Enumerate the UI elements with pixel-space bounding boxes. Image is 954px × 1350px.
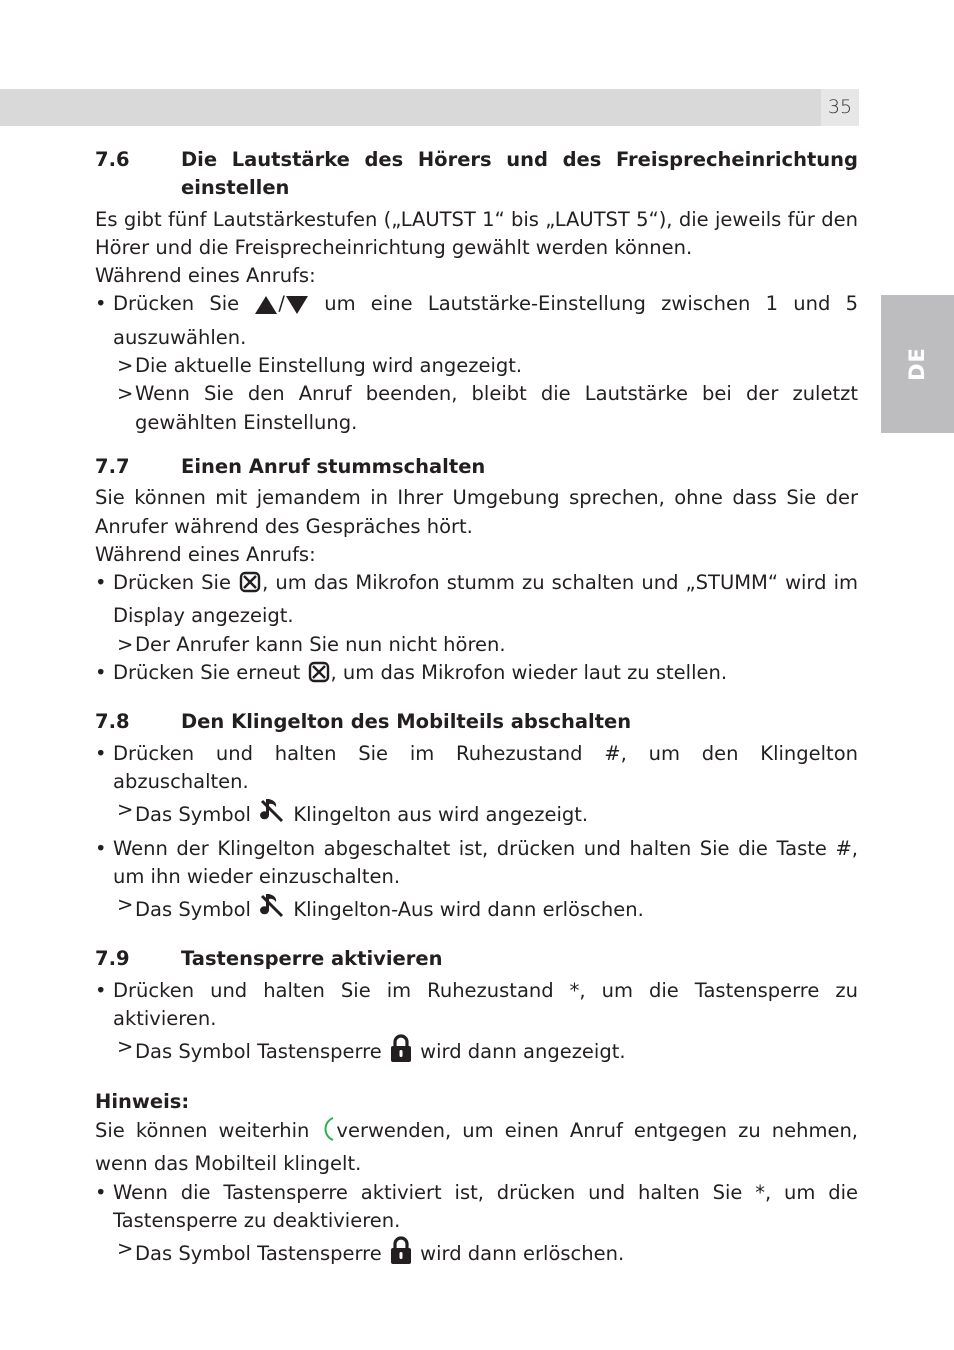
bullet-mark: • — [95, 836, 107, 860]
text: Der Anrufer kann Sie nun nicht hören. — [135, 632, 506, 656]
text: Das Symbol Tastensperre — [135, 1040, 388, 1064]
result-mark: > — [117, 893, 134, 917]
text: Klingelton aus wird angezeigt. — [287, 803, 589, 827]
text: Drücken Sie — [113, 571, 239, 595]
page-content — [95, 146, 858, 1273]
text: wird dann erlöschen. — [413, 1242, 625, 1266]
result-item — [95, 1033, 858, 1071]
result-mark: > — [117, 354, 134, 378]
result-item — [95, 380, 858, 437]
section-heading-7-6 — [95, 146, 858, 203]
result-item — [95, 352, 858, 380]
bullet-mark: • — [95, 1180, 107, 1204]
bullet-item — [95, 569, 858, 631]
paragraph: Es gibt fünf Lautstärkestufen („LAUTST 1“ bis „LAUTST 5“), die jeweils für den Hörer und die Freisprecheinrichtung gewählt werden können. — [95, 207, 858, 259]
bullet-item — [95, 659, 858, 692]
section-number: 7.9 — [95, 947, 130, 971]
down-arrow-icon — [285, 295, 309, 323]
result-item — [95, 631, 858, 659]
text: , um das Mikrofon wieder laut zu stellen. — [330, 661, 728, 685]
up-arrow-icon — [254, 295, 278, 323]
text: Sie können weiterhin — [95, 1118, 321, 1142]
ringer-off-icon — [257, 891, 287, 929]
header-bar — [0, 89, 821, 126]
text: Drücken Sie erneut — [113, 661, 307, 685]
section-number: 7.6 — [95, 148, 130, 171]
language-tab-label: DE — [905, 347, 929, 381]
text: , um das Mikrofon stumm zu schalten und „STUMM“ wird im Display angezeigt. — [113, 571, 858, 628]
section-heading-7-9 — [95, 945, 858, 973]
note-heading — [95, 1088, 858, 1116]
keylock-icon — [388, 1033, 414, 1071]
result-mark: > — [117, 798, 134, 822]
note-title: Hinweis: — [95, 1089, 190, 1113]
paragraph: Sie können mit jemandem in Ihrer Umgebung sprechen, ohne dass Sie der Anrufer während des Gespräches hört. — [95, 486, 858, 538]
text: Das Symbol — [135, 803, 258, 827]
bullet-item — [95, 290, 858, 352]
bullet-mark: • — [95, 978, 107, 1002]
text: Wenn Sie den Anruf beenden, bleibt die Lautstärke bei der zuletzt gewählten Einstellung. — [135, 382, 858, 434]
text: Drücken und halten Sie im Ruhezustand *, um die Tastensperre zu aktivieren. — [113, 978, 858, 1031]
language-tab — [881, 295, 954, 433]
text: wird dann angezeigt. — [413, 1040, 626, 1064]
result-mark: > — [117, 1237, 134, 1261]
section-number: 7.8 — [95, 710, 130, 734]
section-title: Die Lautstärke des Hörers und des Freisprecheinrichtung einstellen — [181, 148, 858, 200]
text: Drücken Sie — [113, 292, 255, 316]
paragraph: Während eines Anrufs: — [95, 542, 316, 566]
bullet-mark: • — [95, 661, 107, 685]
section-title: Einen Anruf stummschalten — [181, 454, 486, 478]
text: Das Symbol — [135, 898, 258, 922]
bullet-item — [95, 977, 858, 1034]
result-mark: > — [117, 382, 134, 406]
section-title: Tastensperre aktivieren — [181, 947, 443, 971]
result-mark: > — [117, 1035, 134, 1059]
text: Wenn der Klingelton abgeschaltet ist, drücken und halten Sie die Taste #, um ihn wieder einzuschalten. — [113, 836, 858, 888]
result-item — [95, 796, 858, 834]
bullet-item — [95, 835, 858, 892]
section-heading-7-8 — [95, 708, 858, 736]
text: / — [278, 292, 285, 316]
text: Drücken und halten Sie im Ruhezustand #, um den Klingelton abzuschalten. — [113, 741, 858, 793]
bullet-item — [95, 740, 858, 797]
mute-icon — [307, 660, 331, 692]
text: Die aktuelle Einstellung wird angezeigt. — [135, 354, 523, 378]
result-item — [95, 891, 858, 929]
text: Wenn die Tastensperre aktiviert ist, drücken und halten Sie *, um die Tastensperre zu deaktivieren. — [113, 1180, 858, 1232]
text: verwenden, um einen Anruf entgegen zu nehmen, wenn das Mobilteil klingelt. — [95, 1118, 859, 1176]
mute-icon — [238, 570, 262, 602]
ringer-off-icon — [257, 796, 287, 834]
text: Klingelton-Aus wird dann erlöschen. — [287, 898, 644, 922]
result-item — [95, 1235, 858, 1273]
section-title: Den Klingelton des Mobilteils abschalten — [181, 710, 632, 734]
paragraph: Während eines Anrufs: — [95, 264, 316, 288]
talk-icon — [320, 1116, 336, 1150]
bullet-mark: • — [95, 292, 107, 316]
section-heading-7-7 — [95, 453, 858, 481]
bullet-item — [95, 1179, 858, 1236]
result-mark: > — [117, 632, 134, 656]
bullet-mark: • — [95, 571, 107, 595]
text: um eine Lautstärke-Einstellung zwischen 1 und 5 auszuwählen. — [113, 292, 859, 349]
page-number: 35 — [821, 89, 859, 126]
paragraph — [95, 1116, 858, 1179]
bullet-mark: • — [95, 741, 107, 765]
text: Das Symbol Tastensperre — [135, 1242, 388, 1266]
section-number: 7.7 — [95, 454, 130, 478]
keylock-icon — [388, 1235, 414, 1273]
